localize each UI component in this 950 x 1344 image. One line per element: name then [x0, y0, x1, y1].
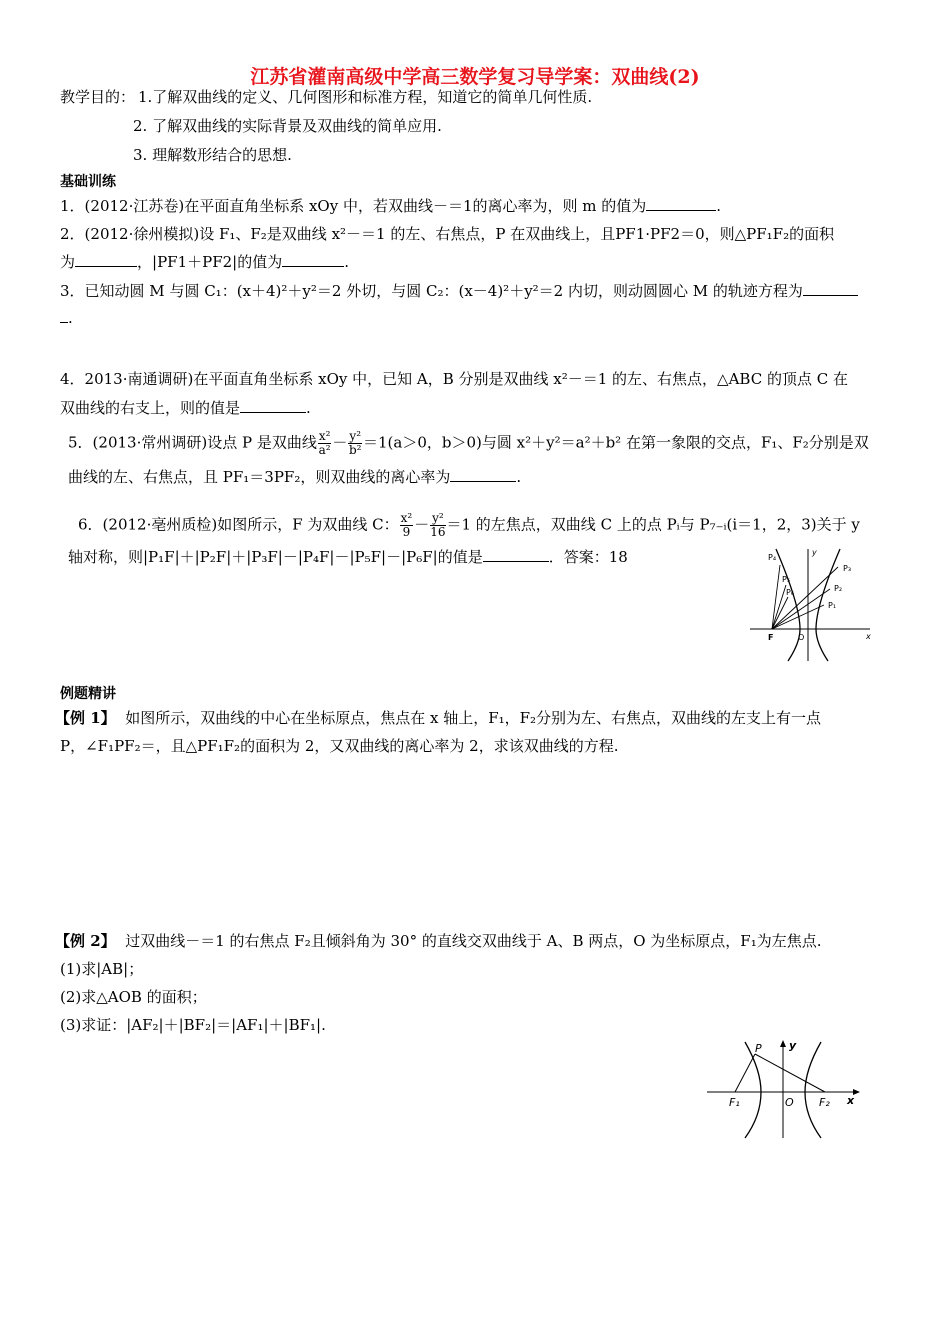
question-6-line-1: 6．(2012·亳州质检)如图所示，F 为双曲线 C： $\frac{\text{x²}}{9}$ － $\frac{\text{y²}}{16}$ ＝1 的左焦点，双曲线 C 上的点 Pᵢ与 P₇₋ᵢ(i＝1，2，3)关于 y — [78, 511, 860, 539]
label-f1: F₁ — [729, 1096, 740, 1109]
y-arrow — [780, 1040, 786, 1047]
label-p: P — [755, 1042, 762, 1055]
question-2-line-1: 2．(2012·徐州模拟)设 F₁、F₂是双曲线 x²－＝1 的左、右焦点，P 在双曲线上，且PF1·PF2＝0，则△PF₁F₂的面积 — [60, 225, 835, 243]
example-2-item-2: (2)求△AOB 的面积； — [60, 988, 207, 1006]
question-5-pre: 5．(2013·常州调研)设点 P 是双曲线 — [68, 433, 317, 452]
question-5-text: 曲线的左、右焦点，且 PF₁＝3PF₂，则双曲线的离心率为 — [68, 468, 451, 486]
question-2-mid: ，|PF1＋PF2|的值为 — [137, 253, 283, 271]
label-x: x — [847, 1094, 855, 1107]
label-y: y — [789, 1040, 797, 1052]
objective-item-1: 1.了解双曲线的定义、几何图形和标准方程，知道它的简单几何性质. — [138, 88, 593, 106]
answer-blank[interactable] — [75, 252, 137, 267]
hyperbola-figure-1 — [748, 543, 878, 663]
question-5-line-1: 5．(2013·常州调研)设点 P 是双曲线 $\frac{\text{x²}}{\text{a²}}$ － $\frac{\text{y²}}{\text{b²}}$ ＝1(a＞0，b＞0)与圆 x²＋y²＝a²＋b² 在第一象限的交点，F₁、F₂分别是双 — [68, 429, 869, 457]
label-x: x — [866, 632, 871, 641]
label-p5: P₅ — [782, 575, 791, 584]
fraction: $\frac{\text{y²}}{16}$ — [430, 511, 446, 539]
question-1-text: 1．(2012·江苏卷)在平面直角坐标系 xOy 中，若双曲线－＝1的离心率为，则 m 的值为 — [60, 197, 647, 215]
answer-blank[interactable] — [60, 308, 68, 323]
question-3-end: . — [60, 308, 73, 327]
answer-blank[interactable] — [803, 281, 858, 296]
question-2-line-2: 为 ，|PF1＋PF2|的值为 . — [60, 253, 349, 271]
question-3-text: 3．已知动圆 M 与圆 C₁：(x＋4)²＋y²＝2 外切，与圆 C₂：(x－4)²＋y²＝2 内切，则动圆圆心 M 的轨迹方程为 — [60, 282, 803, 300]
segment-pf1 — [735, 1054, 755, 1092]
objectives-label: 教学目的： — [60, 88, 136, 106]
question-4-line-2: 双曲线的右支上，则的值是 . — [60, 399, 311, 417]
fraction: $\frac{\text{x²}}{\text{a²}}$ — [318, 429, 331, 457]
hyperbola-figure-2 — [705, 1040, 865, 1140]
question-6-post: ＝1 的左焦点，双曲线 C 上的点 Pᵢ与 P₇₋ᵢ(i＝1，2，3)关于 y — [446, 515, 860, 534]
label-f: F — [768, 633, 774, 642]
section-basic: 基础训练 — [60, 174, 116, 190]
page-title: 江苏省灌南高级中学高三数学复习导学案：双曲线(2) — [250, 66, 700, 88]
question-5-line-2: 曲线的左、右焦点，且 PF₁＝3PF₂，则双曲线的离心率为 . — [68, 468, 522, 486]
label-p1: P₁ — [828, 601, 837, 610]
question-4-text: 双曲线的右支上，则的值是 — [60, 399, 241, 417]
label-y: y — [812, 548, 817, 557]
label-p3: P₃ — [843, 564, 852, 573]
example-1-line-1 — [55, 707, 821, 728]
example-2-label: 【例 2】 — [55, 932, 116, 950]
question-4-line-1: 4．2013·南通调研)在平面直角坐标系 xOy 中，已知 A，B 分别是双曲线 x²－＝1 的左、右焦点，△ABC 的顶点 C 在 — [60, 370, 848, 388]
answer-blank[interactable] — [240, 398, 306, 413]
fraction: $\frac{\text{x²}}{9}$ — [400, 511, 413, 539]
objective-item-2: 2. 了解双曲线的实际背景及双曲线的简单应用. — [133, 117, 442, 135]
example-2-line-1 — [55, 930, 822, 951]
question-6-answer: ．答案：18 — [548, 548, 628, 566]
segment-pf2 — [755, 1054, 825, 1092]
right-branch — [805, 1042, 821, 1138]
fraction: $\frac{\text{y²}}{\text{b²}}$ — [348, 429, 362, 457]
example-2-item-3: (3)求证：|AF₂|＋|BF₂|＝|AF₁|＋|BF₁|. — [60, 1016, 326, 1034]
label-o: O — [798, 633, 805, 642]
label-o: O — [785, 1096, 794, 1109]
answer-blank[interactable] — [450, 467, 516, 482]
question-2-pre: 为 — [60, 253, 76, 271]
answer-blank[interactable] — [282, 252, 344, 267]
label-p2: P₂ — [834, 584, 843, 593]
objective-item-3: 3. 理解数形结合的思想. — [133, 146, 292, 164]
example-1-line-2: P，∠F₁PF₂＝，且△PF₁F₂的面积为 2，又双曲线的离心率为 2，求该双曲线的方程. — [60, 737, 619, 755]
question-1: 1．(2012·江苏卷)在平面直角坐标系 xOy 中，若双曲线－＝1的离心率为，则 m 的值为 . — [60, 197, 722, 215]
question-6-pre: 6．(2012·亳州质检)如图所示，F 为双曲线 C： — [78, 515, 399, 534]
example-2-text: 过双曲线－＝1 的右焦点 F₂且倾斜角为 30° 的直线交双曲线于 A、B 两点，O 为坐标原点，F₁为左焦点. — [125, 932, 822, 950]
answer-blank[interactable] — [646, 196, 716, 211]
example-1-text: 如图所示，双曲线的中心在坐标原点，焦点在 x 轴上，F₁，F₂分别为左、右焦点，双曲线的左支上有一点 — [125, 709, 822, 727]
label-f2: F₂ — [819, 1096, 830, 1109]
question-6-line-2 — [68, 546, 628, 567]
question-5-post: ＝1(a＞0，b＞0)与圆 x²＋y²＝a²＋b² 在第一象限的交点，F₁、F₂分别是双 — [363, 433, 869, 452]
answer-blank[interactable] — [483, 547, 549, 562]
question-6-text: 轴对称，则|P₁F|＋|P₂F|＋|P₃F|－|P₄F|－|P₅F|－|P₆F|的值是 — [68, 548, 483, 566]
example-2-item-1: (1)求|AB|； — [60, 960, 144, 978]
question-3 — [60, 280, 858, 301]
label-p4: P₄ — [768, 553, 777, 562]
example-1-label: 【例 1】 — [55, 709, 116, 727]
section-examples: 例题精讲 — [60, 686, 116, 702]
label-p6: P₆ — [786, 588, 795, 597]
